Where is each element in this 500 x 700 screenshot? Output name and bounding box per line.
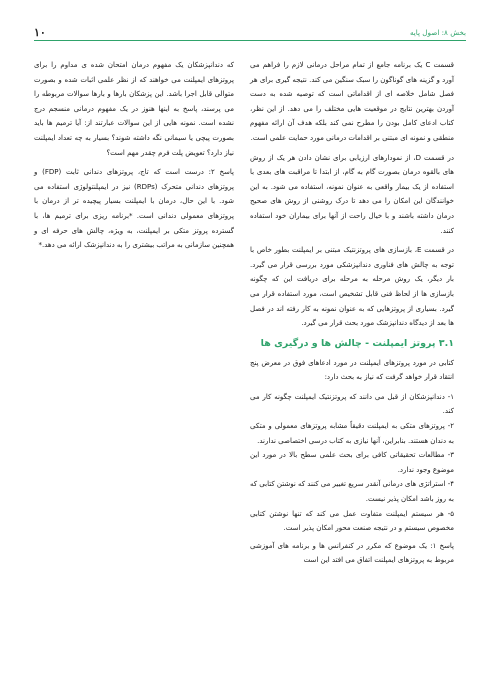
criticism-list — [250, 390, 454, 536]
right-column — [250, 58, 454, 573]
paragraph-part-c: قسمت C یک برنامه جامع از تمام مراحل درمانی لازم را فراهم می آورد و گزینه های گوناگون را سبک سنگین می کند. نتیجه گیری برای هر فصل شامل خلاصه ای از اقداماتی است که توصیه شده به دست آوردن بهترین نتایج در موقعیت هایی مختلف را می دهد. از این نظر، کتاب ادعای کامل بودن را مطرح نمی کند بلکه هدف آن ارائه مفهوم منطقی و نمونه ای مبتنی بر اقدامات درمانی مورد حمایت علمی است. — [250, 61, 454, 142]
paragraph-part-e: در قسمت E، بازسازی های پروتزنتیک مبتنی بر ایمپلنت بطور خاص با توجه به چالش های فناوری دندانپزشکی مورد بررسی قرار می گیرد. بار دیگر، یک روش مرحله به مرحله برای دریافت این که چگونه بازسازی ها از لحاظ فنی قابل تشخیص است، مورد استفاده قرار می گیرد. بسیاری از پروتزهایی که به عنوان نمونه به کار رفته اند در فصل ها بعد از دیدگاه دندانپزشک مورد بحث قرار می گیرد. — [250, 246, 454, 328]
answer-2: پاسخ ۲: درست است که تاج، پروتزهای دندانی ثابت (FDP) و پروتزهای دندانی متحرک (RDPs) نیز در ایمپلنتولوژی استفاده می شود. با این حال، درمان با ایمپلنت بسیار پیچیده تر از درمان با پروتزهای معمولی دندانی است. *برنامه ریزی برای ترمیم ها، با گسترده پروتز متکی بر ایمپلنت، به ویژه، چالش های حرفه ای و همچنین سازمانی به مراتب بیشتری را به دندانپزشک ارائه می دهد.* — [34, 168, 234, 250]
answer-1-continued: که دندانپزشکان یک مفهوم درمان امتحان شده ی مداوم را برای پروتزهای ایمپلنت می خواهند که از نظر علمی اثبات شده و بصورت متوالی قابل اجرا باشد. این پزشکان بارها و بارها سوالات مربوطه را می پرسند، پاسخ به اینها هنوز در یک مفهوم درمانی منسجم درج نشده است. نمونه هایی از این سوالات عبارتند از: آیا ترمیم ها باید بصورت پیچی یا سیمانی نگه داشته شوند؟ بسیار به چه تعداد ایمپلنت نیاز دارد؟ تعویض پلت فرم چقدر مهم است؟ — [34, 61, 234, 157]
page-header — [34, 24, 466, 41]
paragraph-part-d: در قسمت D، از نمودارهای ارزیابی برای نشان دادن هر یک از روش های بالقوه درمان بصورت گام به گام، از ابتدا تا مراقبت های بعدی با استفاده از یک بیمار واقعی به عنوان نمونه، استفاده می شود. به این خوانندگان این امکان را می دهد تا درک روشنی از روش های صحیح درمان داشته باشند و با خیال راحت از آنها برای بیماران خود استفاده کنند. — [250, 153, 454, 235]
running-title: بخش ۸: اصول پایه — [409, 28, 466, 37]
page-number: ۱۰ — [34, 26, 46, 39]
section-intro: کتابی در مورد پروتزهای ایمپلنت در مورد ادعاهای فوق در معرض پنج انتقاد قرار خواهد گرفت که نیاز به بحث دارد: — [250, 358, 454, 382]
list-item: ۱- دندانپزشکان از قبل می دانند که پروتزنتیک ایمپلنت چگونه کار می کند. — [250, 392, 454, 416]
answer-1-start: پاسخ ۱: یک موضوع که مکرر در کنفرانس ها و برنامه های آموزشی مربوط به پروتزهای ایمپلنت اتفاق می افتد این است — [250, 541, 454, 565]
list-item: ۴- استراتژی های درمانی آنقدر سریع تغییر می کنند که نوشتن کتابی که به روز باشد امکان پذیر نیست. — [250, 480, 454, 504]
list-item: ۳- مطالعات تحقیقاتی کافی برای بحث علمی سطح بالا در مورد این موضوع وجود ندارد. — [250, 451, 454, 474]
left-column — [34, 58, 234, 258]
list-item: ۵- هر سیستم ایمپلنت متفاوت عمل می کند که تنها نوشتن کتابی مخصوص سیستم و در نتیجه صنعت محور امکان پذیر است. — [250, 509, 454, 533]
list-item: ۲- پروتزهای متکی به ایمپلنت دقیقاً مشابه پروتزهای معمولی و متکی به دندان هستند. بنابراین، آنها نیازی به کتاب درسی اختصاصی ندارند. — [250, 422, 454, 445]
section-heading: ۳.۱ پروتز ایمپلنت - چالش ها و درگیری ها — [260, 337, 454, 349]
